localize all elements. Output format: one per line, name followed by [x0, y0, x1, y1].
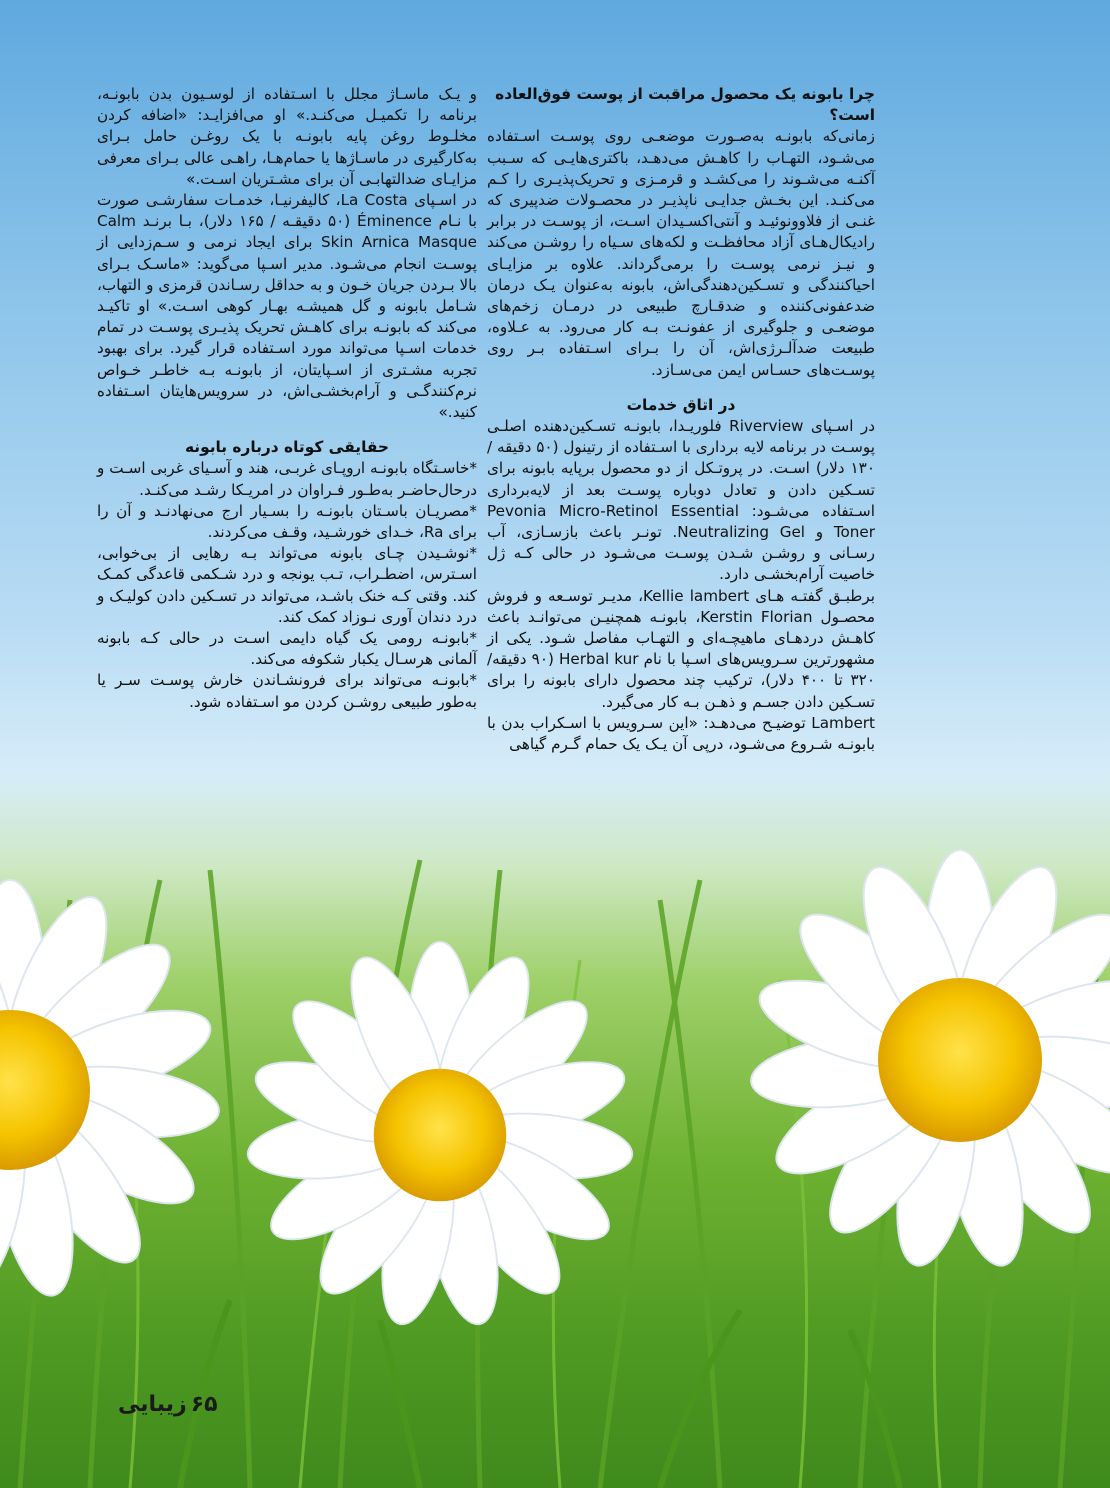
heading-why-chamomile: چرا بابونه یک محصول مراقبت از پوست فوق‌العاده است؟	[495, 85, 875, 125]
left-column	[97, 84, 477, 713]
fact-hair: *بابونـه می‌تواند برای فرونشـاندن خارش پوسـت سـر یا به‌طور طبیعی روشـن کردن مو اسـتفاده شود.	[97, 671, 477, 711]
paragraph-benefits: زمانی‌که بابونـه به‌صـورت موضعـی روی پوسـت اسـتفاده می‌شـود، التهـاب را کاهـش می‌دهـد، باکتری‌هایـی که سـبب آکنـه می‌شـوند را می‌کشـد و قرمـزی و تحریک‌پذیـری را کـم می‌کنـد. این بخـش جدایـی ناپذیـر در محصـولات ضدپیری که غنـی از فلاوونوئیـد و آنتی‌اکسـیدان اسـت، از پوسـت در برابر رادیکال‌هـای آزاد محافظـت و لکه‌های سـیاه را روشـن می‌کند و نیـز نرمی پوسـت را برمی‌گرداند. علاوه بر مزایـای احیاکنندگی و تسـکین‌دهندگی‌اش، بابونه به‌عنوان یـک درمان ضدعفونی‌کننده و ضدقـارچ طبیعی در درمـان زخم‌های موضعـی و جلوگیری از عفونـت بـه کار می‌رود. به عـلاوه، طبیعت ضدآلـرژی‌اش، آن را بـرای اسـتفاده بـر روی پوسـت‌های حسـاس ایمن می‌سـازد.	[487, 127, 875, 379]
right-column	[487, 84, 875, 755]
page-number: ۶۵	[190, 1392, 218, 1417]
daisy-left	[0, 880, 222, 1302]
daisy-center	[245, 942, 636, 1331]
fact-tea: *نوشـیدن چـای بابونه می‌تواند بـه رهایی از بی‌خوابی، اسـترس، اضطـراب، تـب یونجه و درد شـکمی قاعدگی کمـک کند. وقتی کـه خنک باشـد، می‌تواند در تسـکین دادن کولیـک و درد دندان آوری نـوزاد کمک کند.	[97, 544, 477, 626]
fact-roman-german: *بابونـه رومی یک گیاه دایمی اسـت در حالی کـه بابونه آلمانی هرسـال یکبار شکوفه می‌کند.	[97, 629, 477, 669]
fact-egyptians: *مصریـان باسـتان بابونـه را بسـیار ارج می‌نهادنـد و آن را برای Ra، خـدای خورشـید، وقـف می‌کردند.	[97, 501, 477, 542]
heading-quick-facts: حقایقی کوتاه درباره بابونه	[184, 438, 390, 457]
magazine-logo: زیبایی	[118, 1392, 187, 1417]
paragraph-riverview: در اسـپای Riverview فلوریـدا، بابونـه تسـکین‌دهنده اصلـی پوسـت در برنامه لایه برداری با اسـتفاده از رتینول (۵۰ دقیقه / ۱۳۰ دلار) اسـت. در پروتـکل از دو محصول برپایه بابونه برای تسـکین دادن و تعادل دوباره پوسـت بعد از لایه‌برداری اسـتفاده می‌شـود: Pevonia Micro-Retinol Essential Toner و Neutralizing Gel. تونـر باعث بازسـازی، آب رسـانی و روشـن شـدن پوسـت می‌شـود در حالی کـه ژل خاصیت آرام‌بخشـی دارد.	[487, 417, 875, 584]
fact-origin: *خاسـتگاه بابونـه اروپـای غربـی، هند و آسـیای غربی اسـت و درحال‌حاضـر به‌طـور فـراوان در امریـکا رشـد می‌کنـد.	[97, 459, 477, 499]
page-folio	[118, 1392, 218, 1417]
paragraph-la-costa: در اسـپای La Costa، کالیفرنیـا، خدمـات سفارشـی صورت با نـام Éminence (۵۰ دقیقـه / ۱۶۵ دلار)، بـا برنـد Calm Skin Arnica Masque برای ایجاد نرمی و سـم‌زدایی از پوسـت انجام می‌شـود. مدیر اسـپا می‌گوید: «ماسـک بـرای بالا بـردن جریان خـون و به حداقل رسـاندن قرمزی و التهاب، شـامل بابونه و گل همیشـه بهـار کوهی اسـت.» او تاکیـد می‌کند که بابونـه برای کاهـش تحریک پذیـری پوسـت در تمام خدمات اسـپا می‌تواند مورد اسـتفاده قرار گیرد. برای بهبود تجربه مشـتری از اسـپایتان، از بابونـه بـه خاطـر خـواص نرم‌کنندگـی و آرام‌بخشـی‌اش، در سرویس‌هایتان اسـتفاده کنید.»	[97, 191, 477, 422]
heading-treatment-room: در اتاق خدمات	[626, 395, 736, 414]
daisy-right	[748, 850, 1110, 1272]
paragraph-kellie-lambert: برطبـق گفتـه هـای Kellie lambert، مدیـر توسـعه و فروش محصـول Kerstin Florian، بابونـه همچنیـن می‌توانـد باعث کاهـش دردهـای ماهیچـه‌ای و التهـاب مفاصل شـود. یکی از مشهورترین سـرویس‌های اسـپا با نام Herbal kur (۹۰ دقیقه/ ۳۲۰ تا ۴۰۰ دلار)، ترکیب چند محصول دارای بابونه را برای تسـکین دادن جسـم و ذهـن بـه کار می‌گیرد.	[487, 586, 875, 711]
paragraph-massage: و یـک ماسـاژ مجلل با اسـتفاده از لوسـیون بدن بابونـه، برنامه را تکمیـل می‌کنـد.» او می‌افزایـد: «اضافه کردن مخلـوط روغن پایه بابونـه با یک روغـن حامل بـرای به‌کارگیری در ماسـاژها یا حمام‌هـا، راهـی عالی بـرای معرفی مزایـای ضدالتهابـی آن برای مشـتریان اسـت.»	[97, 85, 477, 188]
paragraph-lambert-quote: Lambert توضیـح می‌دهـد: «این سـرویس با اسـکراب بدن با بابونـه شـروع می‌شـود، درپی آن یـک یک حمام گـرم گیاهی	[487, 713, 875, 754]
